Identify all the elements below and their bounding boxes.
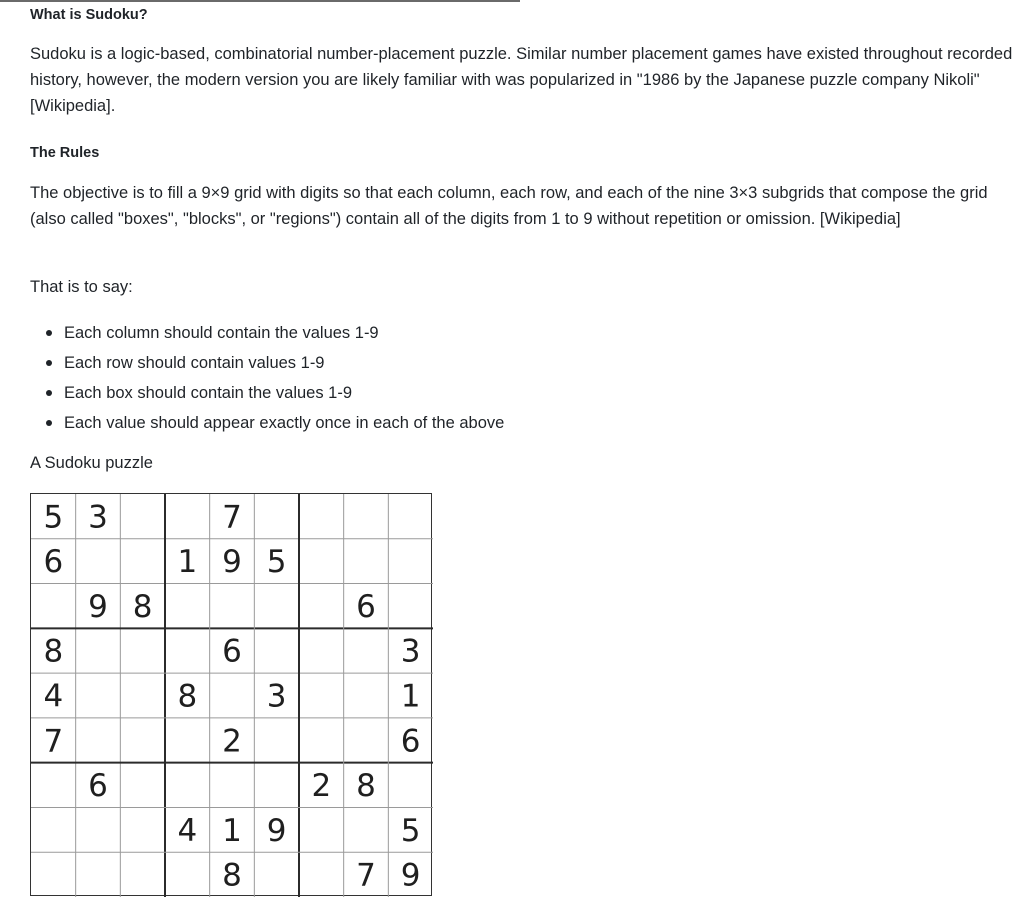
sudoku-cell-value: 4: [43, 678, 64, 715]
sudoku-cell-value: 8: [222, 857, 242, 894]
sudoku-cell-value: 6: [43, 544, 64, 581]
sudoku-cell-value: 3: [88, 499, 108, 536]
sudoku-cell-value: 1: [400, 678, 421, 715]
list-item: Each value should appear exactly once in each of the above: [64, 408, 504, 438]
sudoku-cell-value: 3: [400, 633, 421, 670]
sudoku-cell-value: 1: [177, 544, 198, 581]
sudoku-cell-value: 8: [356, 768, 376, 805]
list-item: Each column should contain the values 1-9: [64, 318, 504, 348]
rules-paragraph: The objective is to fill a 9×9 grid with digits so that each column, each row, and each of the nine 3×3 subgrids that compose the grid (also called "boxes", "blocks", or "regions") contain all of the digits from 1 to 9 without repetition or omission. [Wikipedia]: [30, 184, 988, 228]
rules-list: [30, 318, 504, 438]
sudoku-cell-value: 6: [400, 723, 421, 760]
heading-what-is-sudoku: What is Sudoku?: [30, 7, 148, 23]
sudoku-cell-value: 8: [132, 588, 153, 625]
sudoku-cell-value: 9: [88, 588, 108, 625]
sudoku-cell-value: 9: [400, 857, 421, 894]
sudoku-cell-value: 9: [222, 544, 242, 581]
puzzle-caption: A Sudoku puzzle: [30, 454, 153, 472]
sudoku-cell-value: 6: [88, 768, 108, 805]
top-divider: [0, 0, 520, 2]
sudoku-cell-value: 4: [177, 812, 198, 849]
sudoku-cell-value: 7: [222, 499, 242, 536]
sudoku-cell-value: 7: [356, 857, 376, 894]
sudoku-svg: [31, 494, 433, 897]
list-item: Each box should contain the values 1-9: [64, 378, 504, 408]
sudoku-cell-value: 7: [43, 723, 64, 760]
sudoku-cell-value: 2: [311, 768, 332, 805]
list-item: Each row should contain values 1-9: [64, 348, 504, 378]
sudoku-cell-value: 6: [222, 633, 242, 670]
heading-the-rules: The Rules: [30, 145, 100, 161]
sudoku-cell-value: 5: [266, 544, 287, 581]
sudoku-cell-value: 8: [43, 633, 64, 670]
sudoku-cell-value: 5: [43, 499, 64, 536]
sudoku-cell-value: 1: [222, 812, 242, 849]
sudoku-cell-value: 2: [222, 723, 242, 760]
that-is-to-say: That is to say:: [30, 278, 133, 296]
sudoku-cell-value: 6: [356, 588, 376, 625]
sudoku-cell-value: 9: [266, 812, 287, 849]
intro-paragraph: Sudoku is a logic-based, combinatorial number-placement puzzle. Similar number placement games have existed throughout recorded history, however, the modern version you are likely familiar with was popularized in "1986 by the Japanese puzzle company Nikoli" [Wikipedia].: [30, 45, 1013, 115]
sudoku-cell-value: 8: [177, 678, 198, 715]
sudoku-cell-value: 3: [266, 678, 287, 715]
sudoku-cell-value: 5: [400, 812, 421, 849]
sudoku-grid: [30, 493, 432, 896]
